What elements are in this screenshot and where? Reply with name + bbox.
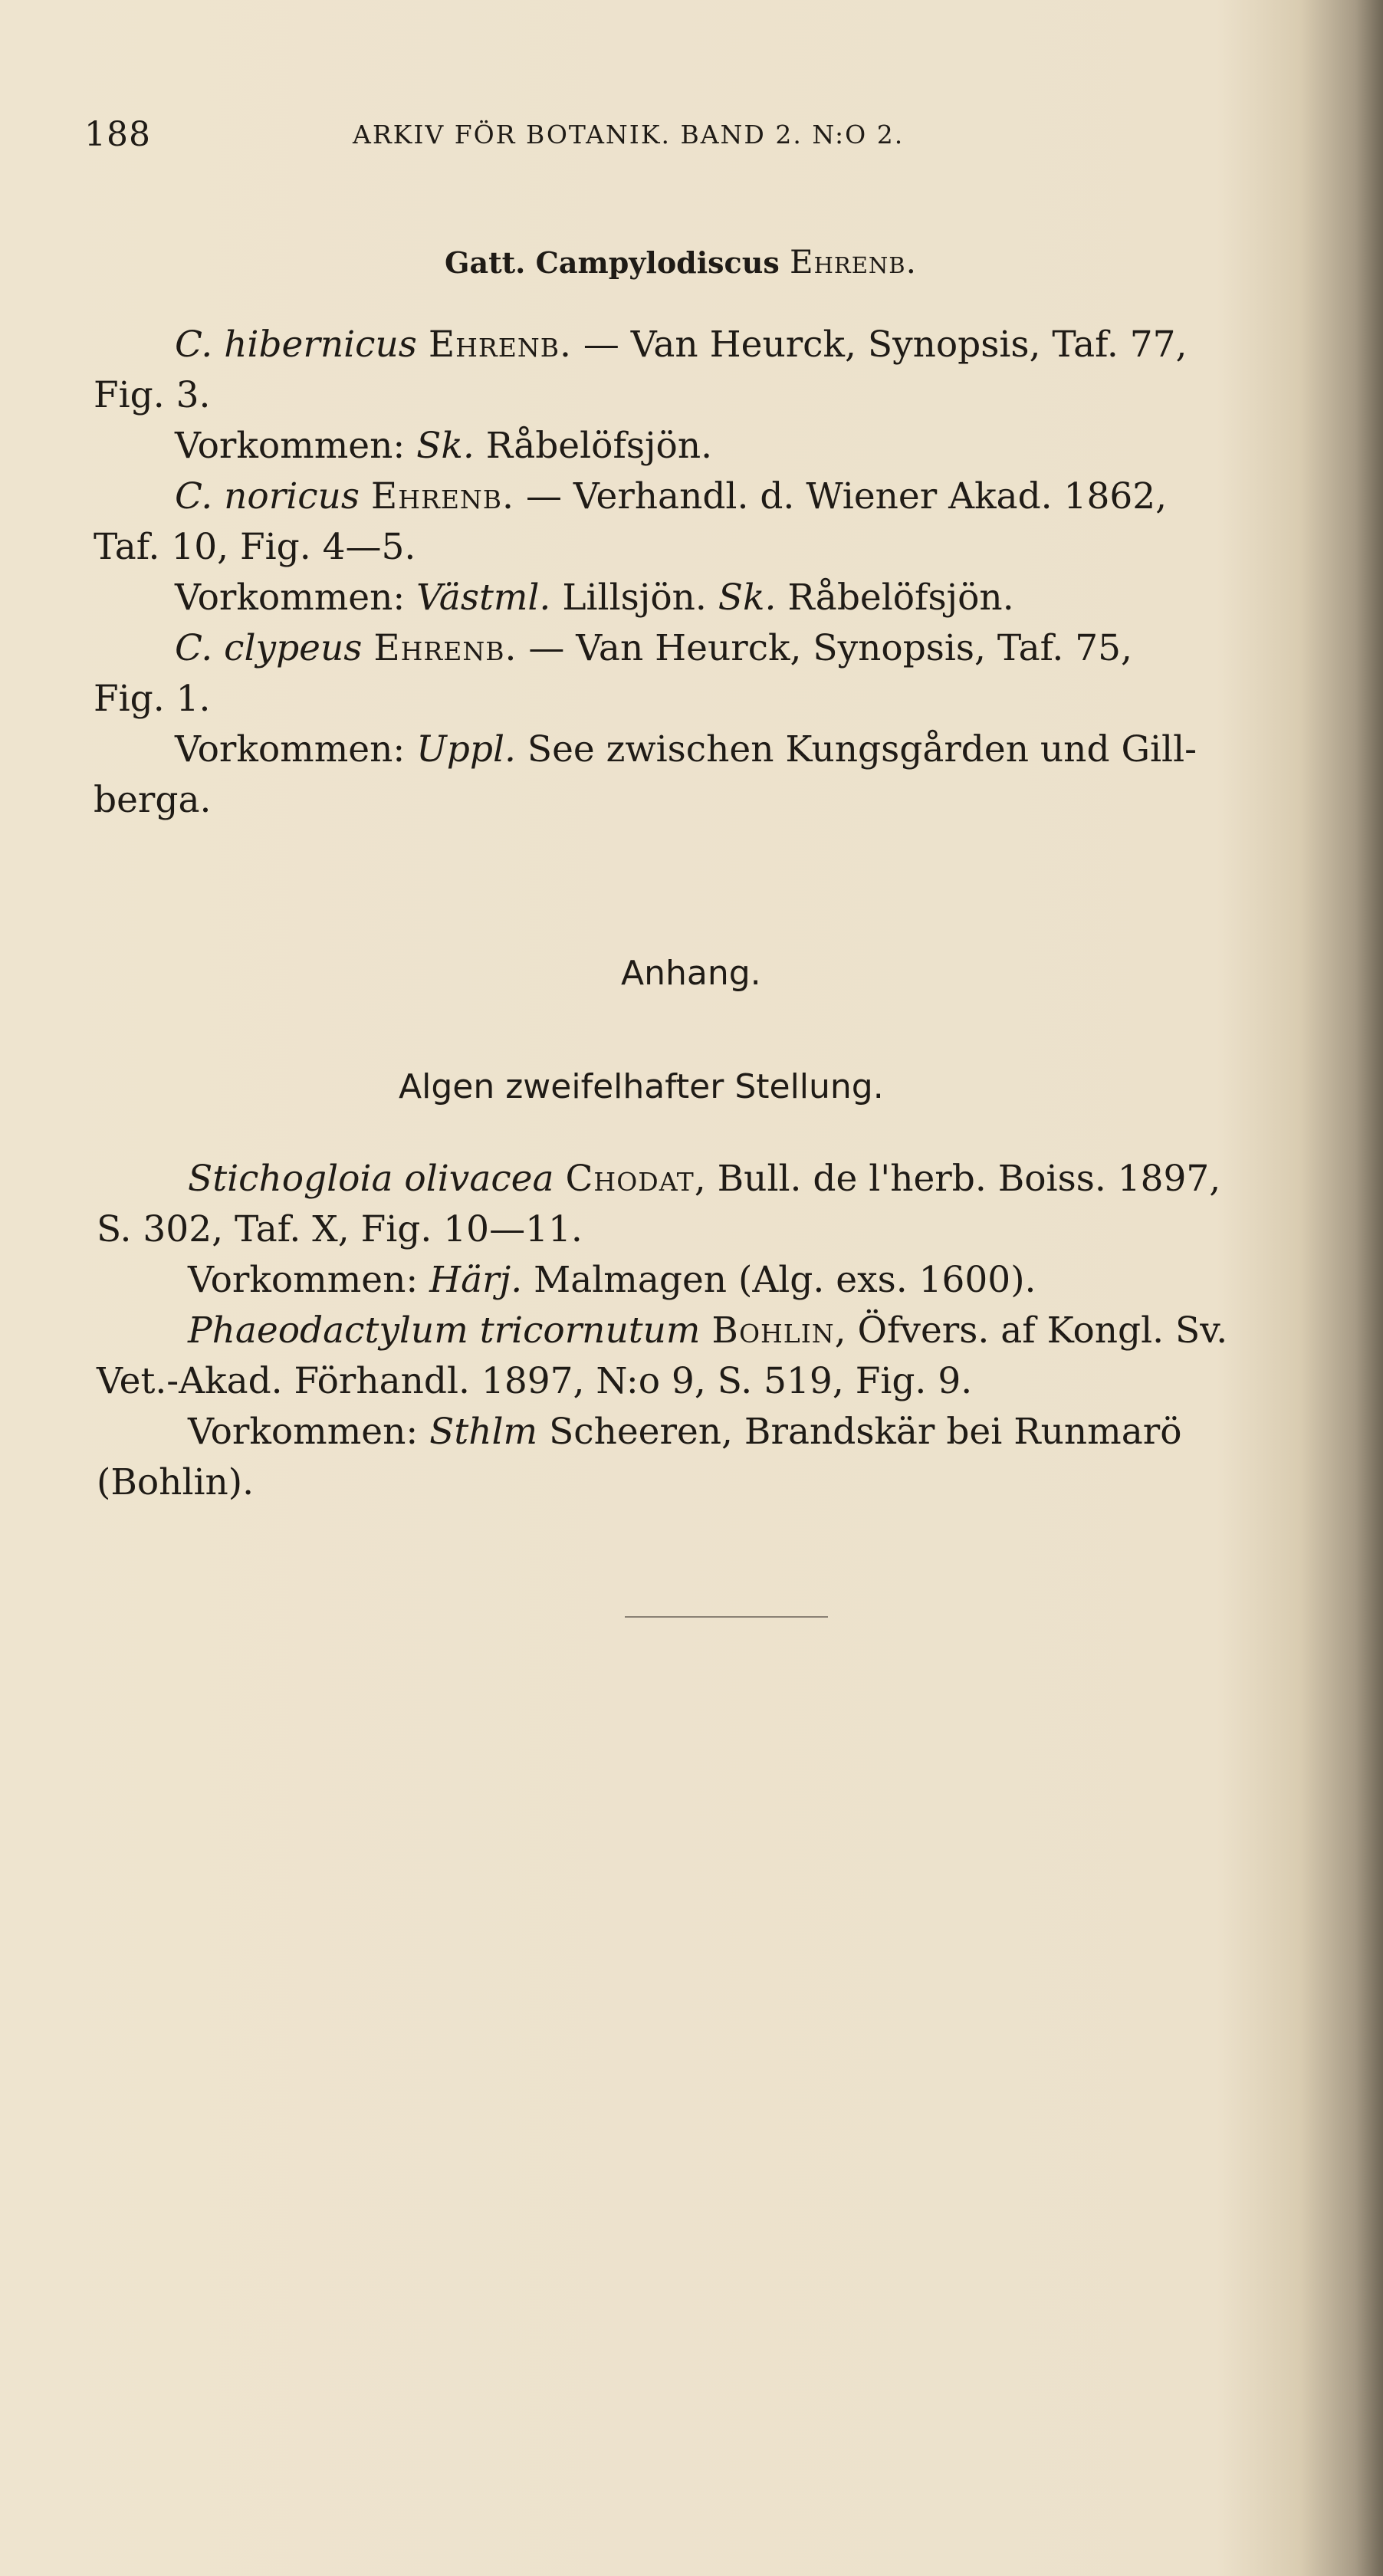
reference-continuation: Fig. 3. <box>94 374 211 416</box>
species-author: Ehrenb. <box>370 475 514 518</box>
occurrence-continuation: berga. <box>94 779 212 821</box>
reference-text: — Verhandl. d. Wiener Akad. 1862, <box>514 475 1168 518</box>
locality-abbrev: Uppl. <box>416 728 516 770</box>
section-heading: Algen zweifelhafter Stellung. <box>399 1067 884 1106</box>
species-author: Bohlin <box>711 1309 835 1352</box>
occurrence-line: Vorkommen: Uppl. See zwischen Kungsgården und Gill- <box>175 728 1197 770</box>
page-number: 188 <box>84 115 151 154</box>
occurrence-line: Vorkommen: Västml. Lillsjön. Sk. Råbelöfsjön. <box>175 577 1014 619</box>
reference-continuation: Taf. 10, Fig. 4—5. <box>94 526 416 568</box>
species-author: Ehrenb. <box>373 627 517 669</box>
end-rule <box>625 1616 828 1618</box>
reference-text: , Öfvers. af Kongl. Sv. <box>834 1309 1228 1352</box>
reference-text: — Van Heurck, Synopsis, Taf. 77, <box>571 324 1188 366</box>
locality-abbrev: Sk. <box>416 425 475 467</box>
genus-heading: Gatt. Campylodiscus Ehrenb. <box>445 243 917 281</box>
species-entry-clypeus <box>175 626 1132 672</box>
locality-abbrev: Härj. <box>429 1259 523 1301</box>
reference-continuation: S. 302, Taf. X, Fig. 10—11. <box>97 1208 583 1250</box>
journal-title: ARKIV FÖR BOTANIK. BAND 2. N:O 2. <box>353 120 905 150</box>
species-author: Chodat <box>565 1158 695 1200</box>
occurrence-continuation: (Bohlin). <box>97 1461 255 1503</box>
appendix-heading: Anhang. <box>621 954 761 993</box>
running-head <box>84 115 1073 169</box>
reference-text: , Bull. de l'herb. Boiss. 1897, <box>694 1158 1221 1200</box>
species-name: C. clypeus <box>175 627 363 669</box>
species-name: Stichogloia olivacea <box>188 1158 554 1200</box>
reference-continuation: Vet.-Akad. Förhandl. 1897, N:o 9, S. 519, Fig. 9. <box>97 1360 973 1402</box>
locality-abbrev: Västml. <box>416 577 551 619</box>
occurrence-line: Vorkommen: Sk. Råbelöfsjön. <box>175 425 713 467</box>
locality-abbrev: Sthlm <box>429 1411 538 1453</box>
species-entry-hibernicus <box>175 322 1188 368</box>
reference-continuation: Fig. 1. <box>94 678 211 720</box>
species-name: Phaeodactylum tricornutum <box>188 1309 701 1352</box>
species-name: C. hibernicus <box>175 324 417 366</box>
species-entry-stichogloia <box>188 1156 1220 1202</box>
species-name: C. noricus <box>175 475 360 518</box>
species-entry-phaeodactylum <box>188 1308 1227 1354</box>
locality-abbrev: Sk. <box>718 577 777 619</box>
occurrence-line: Vorkommen: Härj. Malmagen (Alg. exs. 1600). <box>188 1259 1036 1301</box>
occurrence-line: Vorkommen: Sthlm Scheeren, Brandskär bei Runmarö <box>188 1411 1182 1453</box>
reference-text: — Van Heurck, Synopsis, Taf. 75, <box>517 627 1133 669</box>
species-entry-noricus <box>175 474 1167 520</box>
species-author: Ehrenb. <box>428 324 572 366</box>
